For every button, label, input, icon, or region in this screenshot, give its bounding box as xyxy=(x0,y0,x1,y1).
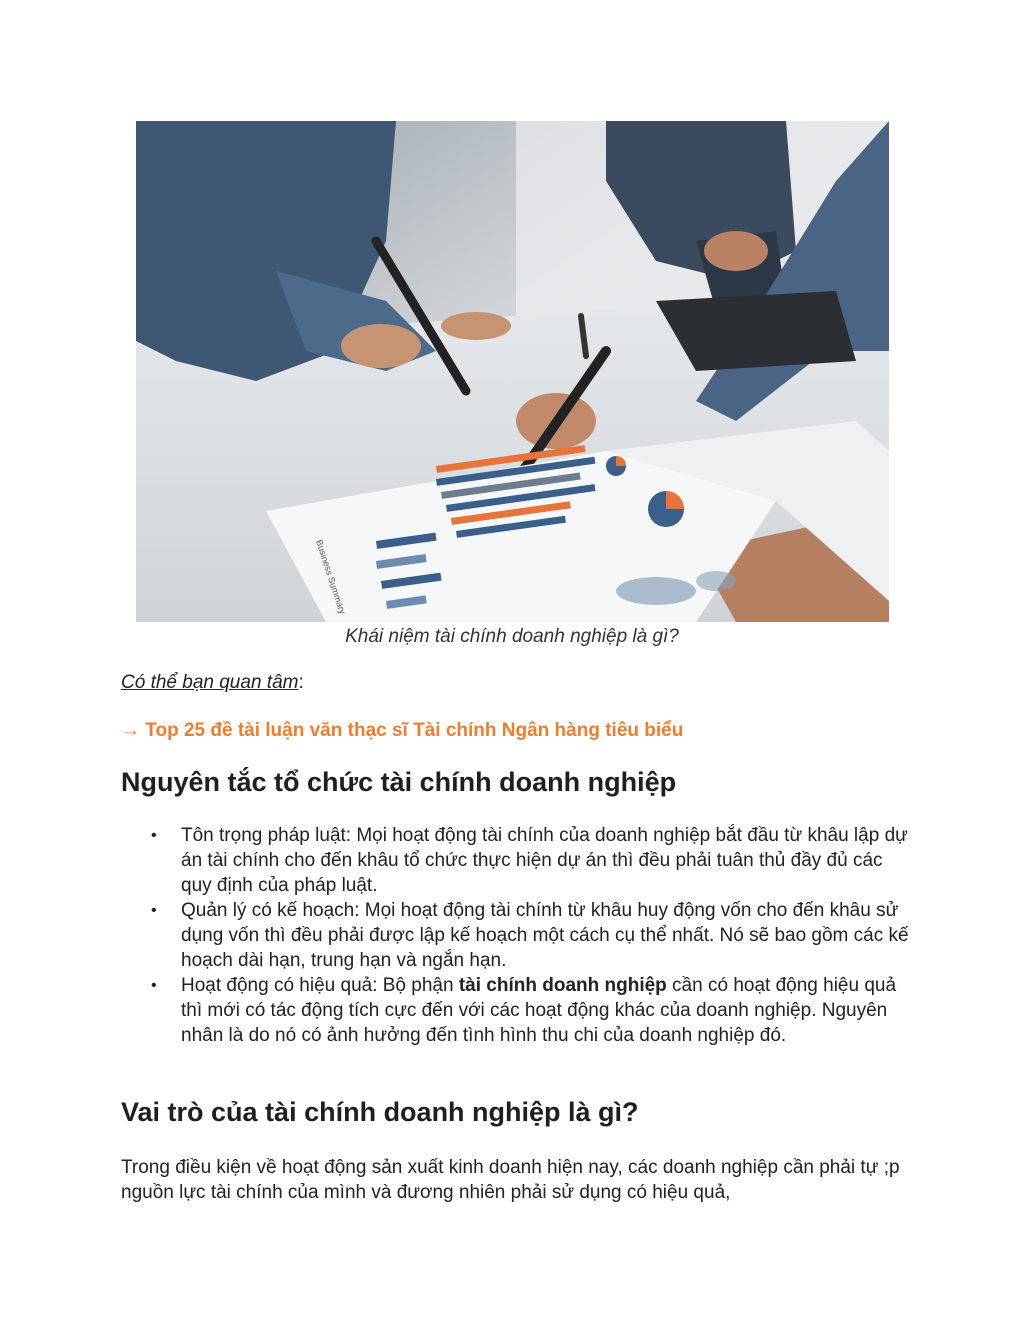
list-item xyxy=(121,823,911,898)
interest-link[interactable]: Có thể bạn quan tâm xyxy=(121,672,299,693)
list-item xyxy=(121,973,911,1048)
interest-colon: : xyxy=(298,672,304,693)
bullet-icon: • xyxy=(151,902,157,919)
bullet-icon: • xyxy=(151,827,157,844)
list-item-text: Tôn trọng pháp luật: Mọi hoạt động tài chính của doanh nghiệp bắt đầu từ khâu lập dự án tài chính cho đến khâu tổ chức thực hiện dự án thì đều phải tuân thủ đầy đủ các quy định của pháp luật. xyxy=(181,825,908,896)
body-paragraph: Trong điều kiện về hoạt động sản xuất kinh doanh hiện nay, các doanh nghiệp cần phải tự ;p nguồn lực tài chính của mình và đương nhiên phải sử dụng có hiệu quả, xyxy=(121,1157,900,1203)
bold-term: tài chính doanh nghiệp xyxy=(458,975,667,996)
list-item-text-post: cần có hoạt động hiệu quả thì mới có tác động tích cực đến với các hoạt động khác của doanh nghiệp. Nguyên nhân là do nó có ảnh hưởng đến tình hình thu chi của doanh nghiệp đó. xyxy=(181,975,897,1046)
list-item xyxy=(121,898,911,973)
image-caption: Khái niệm tài chính doanh nghiệp là gì? xyxy=(345,626,679,647)
article-photo xyxy=(136,121,889,622)
principles-list xyxy=(121,823,911,1048)
bullet-icon: • xyxy=(151,977,157,994)
list-item-text: Quản lý có kế hoạch: Mọi hoạt động tài chính từ khâu huy động vốn cho đến khâu sử dụng vốn thì đều phải được lập kế hoạch một cách cụ thể nhất. Nó sẽ bao gồm các kế hoạch dài hạn, trung hạn và ngắn hạn. xyxy=(181,900,909,971)
interest-line xyxy=(121,672,304,694)
document-title-text: Business Summary xyxy=(314,538,348,616)
section-heading-role: Vai trò của tài chính doanh nghiệp là gì? xyxy=(121,1097,639,1127)
related-article-link[interactable]: → Top 25 đề tài luận văn thạc sĩ Tài chính Ngân hàng tiêu biểu xyxy=(121,720,684,741)
list-item-text-pre: Hoạt động có hiệu quả: Bộ phận xyxy=(181,975,459,996)
business-meeting-chart-photo xyxy=(136,121,889,622)
section-heading-principles: Nguyên tắc tổ chức tài chính doanh nghiệp xyxy=(121,767,677,797)
